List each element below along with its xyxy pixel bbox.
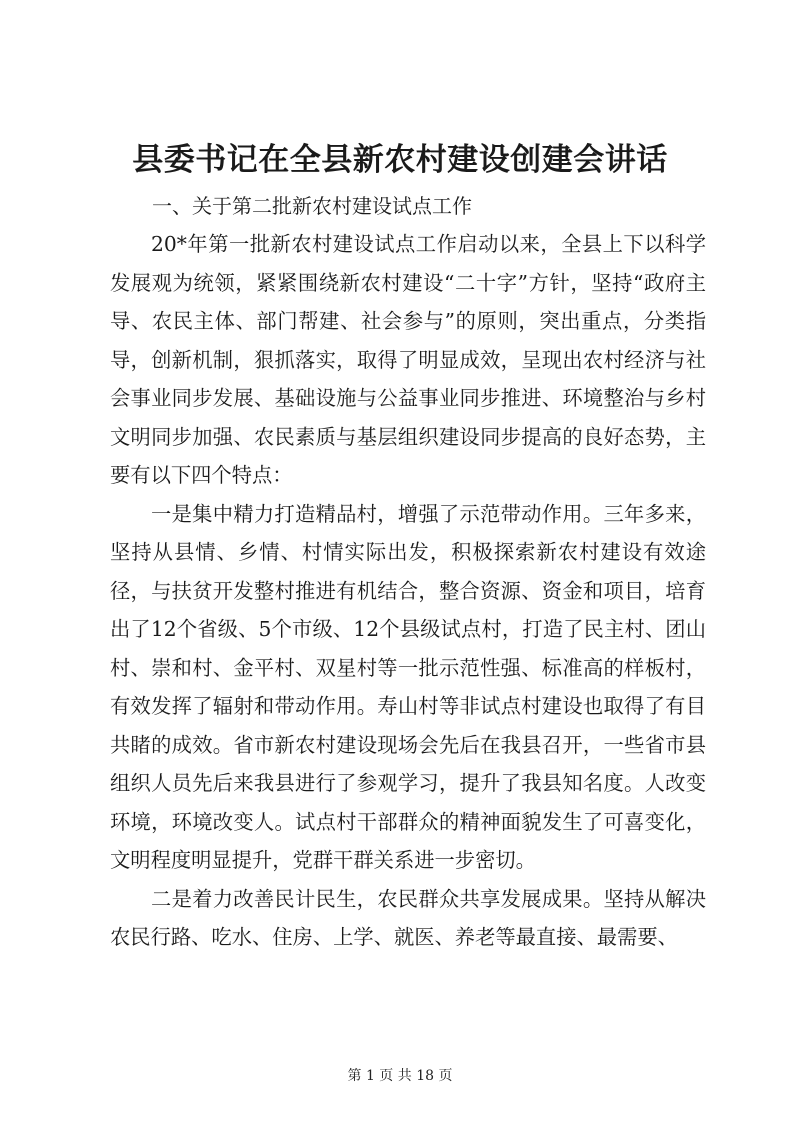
paragraph-feature-one: 一是集中精力打造精品村，增强了示范带动作用。三年多来，坚持从县情、乡情、村情实际出发，积极探索新农村建设有效途径，与扶贫开发整村推进有机结合，整合资源、资金和项目，培育出了12个省级、5个市级、12个县级试点村，打造了民主村、团山村、崇和村、金平村、双星村等一批示范性强、标准高的样板村，有效发挥了辐射和带动作用。寿山村等非试点村建设也取得了有目共睹的成效。省市新农村建设现场会先后在我县召开，一些省市县组织人员先后来我县进行了参观学习，提升了我县知名度。人改变环境，环境改变人。试点村干部群众的精神面貌发生了可喜变化，文明程度明显提升，党群干群关系进一步密切。 bbox=[110, 501, 706, 872]
paragraph-feature-two: 二是着力改善民计民生，农民群众共享发展成果。坚持从解决农民行路、吃水、住房、上学、就医、养老等最直接、最需要、 bbox=[110, 886, 706, 949]
section-heading: 一、关于第二批新农村建设试点工作 bbox=[152, 194, 472, 218]
paragraph-intro: 20*年第一批新农村建设试点工作启动以来，全县上下以科学发展观为统领，紧紧围绕新农村建设“二十字”方针，坚持“政府主导、农民主体、部门帮建、社会参与”的原则，突出重点，分类指导，创新机制，狠抓落实，取得了明显成效，呈现出农村经济与社会事业同步发展、基础设施与公益事业同步推进、环境整治与乡村文明同步加强、农民素质与基层组织建设同步提高的良好态势，主要有以下四个特点： bbox=[110, 232, 706, 487]
document-title: 县委书记在全县新农村建设创建会讲话 bbox=[132, 142, 668, 178]
page-footer: 第 1 页 共 18 页 bbox=[347, 1068, 453, 1084]
document-body bbox=[110, 187, 706, 957]
